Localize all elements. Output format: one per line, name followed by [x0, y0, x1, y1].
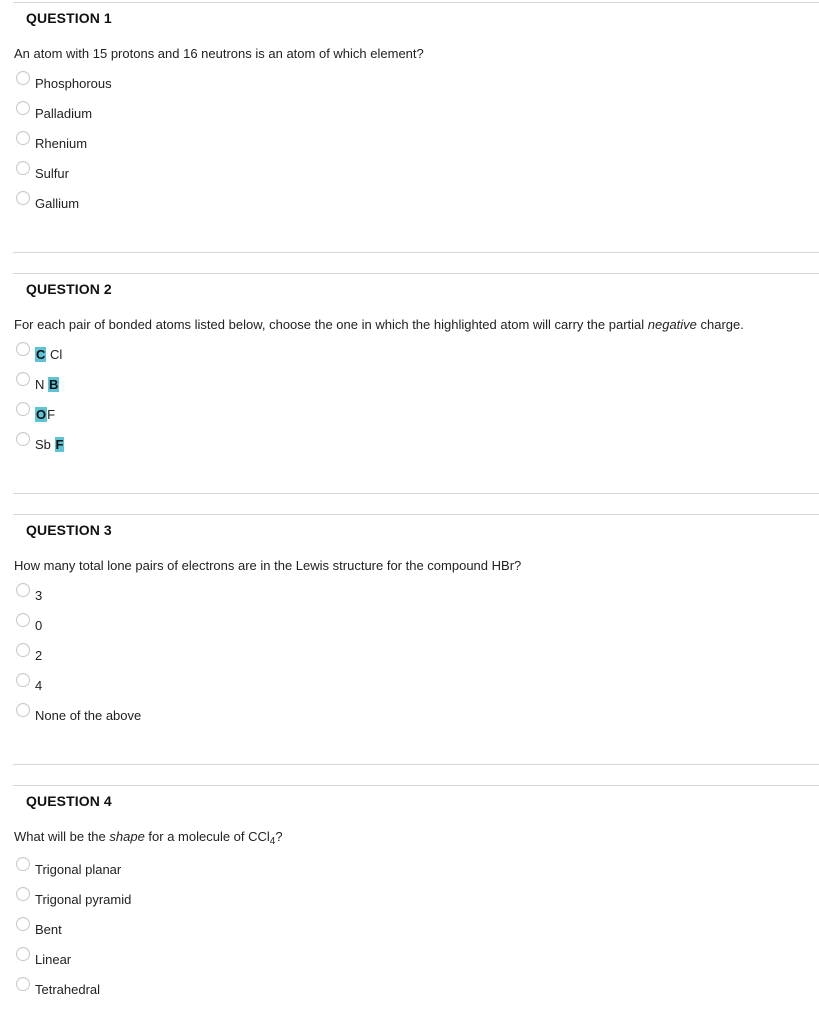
question-3-text: How many total lone pairs of electrons are in the Lewis structure for the compound HBr?: [14, 558, 522, 573]
option-label: Gallium: [35, 196, 80, 211]
question-1-text: An atom with 15 protons and 16 neutrons is an atom of which element?: [14, 46, 424, 61]
radio-button[interactable]: [16, 613, 30, 627]
question-3-option[interactable]: [16, 643, 416, 665]
radio-button[interactable]: [16, 101, 30, 115]
question-2-option[interactable]: [16, 372, 416, 394]
question-2-top-divider: [13, 273, 819, 274]
radio-button[interactable]: [16, 161, 30, 175]
highlighted-atom: F: [55, 437, 64, 452]
question-4-option[interactable]: [16, 857, 416, 879]
option-label: Phosphorous: [35, 76, 112, 91]
radio-button[interactable]: [16, 643, 30, 657]
question-2-option[interactable]: [16, 402, 416, 424]
question-3-bottom-divider: [13, 764, 819, 765]
radio-button[interactable]: [16, 887, 30, 901]
option-label: 0: [35, 618, 43, 633]
highlighted-atom: O: [36, 407, 47, 422]
option-label: 3: [35, 588, 43, 603]
option-label: C Cl: [36, 347, 63, 362]
question-2-title: QUESTION 2: [26, 281, 112, 297]
option-label: Tetrahedral: [35, 982, 101, 997]
question-2-option[interactable]: [16, 342, 416, 364]
option-label: Rhenium: [35, 136, 88, 151]
question-1-option[interactable]: [16, 101, 416, 123]
question-3-option[interactable]: [16, 613, 416, 635]
option-label: Sulfur: [35, 166, 69, 181]
question-1-option[interactable]: [16, 161, 416, 183]
question-3-top-divider: [13, 514, 819, 515]
radio-button[interactable]: [16, 947, 30, 961]
emphasis-negative: negative: [647, 317, 697, 332]
radio-button[interactable]: [16, 583, 30, 597]
option-label: Palladium: [35, 106, 93, 121]
question-4-option[interactable]: [16, 977, 416, 999]
radio-button[interactable]: [16, 191, 30, 205]
question-1-option[interactable]: [16, 191, 416, 213]
radio-button[interactable]: [16, 372, 30, 386]
question-4-text: What will be the shape for a molecule of CCl$_4$?: [14, 829, 283, 847]
question-3-option[interactable]: [16, 583, 416, 605]
option-label: Trigonal planar: [35, 862, 122, 877]
question-4-option[interactable]: [16, 917, 416, 939]
radio-button[interactable]: [16, 857, 30, 871]
option-label: None of the above: [35, 708, 142, 723]
question-3-option[interactable]: [16, 703, 416, 725]
question-1-top-divider: [13, 2, 819, 3]
radio-button[interactable]: [16, 917, 30, 931]
question-4-title: QUESTION 4: [26, 793, 112, 809]
option-label: Bent: [35, 922, 62, 937]
radio-button[interactable]: [16, 432, 30, 446]
radio-button[interactable]: [16, 703, 30, 717]
question-1-option[interactable]: [16, 131, 416, 153]
question-4-option[interactable]: [16, 887, 416, 909]
question-4-top-divider: [13, 785, 819, 786]
question-2-option[interactable]: [16, 432, 416, 454]
question-2-text: For each pair of bonded atoms listed below, choose the one in which the highlighted atom will carry the partial negative charge.: [14, 317, 744, 332]
option-label: N B: [35, 377, 59, 392]
option-label: Trigonal pyramid: [35, 892, 132, 907]
question-1-title: QUESTION 1: [26, 10, 112, 26]
question-1-bottom-divider: [13, 252, 819, 253]
option-label: Linear: [35, 952, 72, 967]
radio-button[interactable]: [16, 71, 30, 85]
question-2-bottom-divider: [13, 493, 819, 494]
highlighted-atom: B: [49, 377, 59, 392]
question-4-option[interactable]: [16, 947, 416, 969]
radio-button[interactable]: [16, 402, 30, 416]
radio-button[interactable]: [16, 342, 30, 356]
radio-button[interactable]: [16, 673, 30, 687]
option-label: 4: [35, 678, 43, 693]
radio-button[interactable]: [16, 131, 30, 145]
question-1-option[interactable]: [16, 71, 416, 93]
option-label: 2: [35, 648, 43, 663]
highlighted-atom: C: [36, 347, 46, 362]
question-3-title: QUESTION 3: [26, 522, 112, 538]
question-3-option[interactable]: [16, 673, 416, 695]
option-label: Sb F: [35, 437, 64, 452]
radio-button[interactable]: [16, 977, 30, 991]
option-label: OF: [36, 407, 56, 422]
emphasis-shape: shape: [109, 829, 145, 844]
